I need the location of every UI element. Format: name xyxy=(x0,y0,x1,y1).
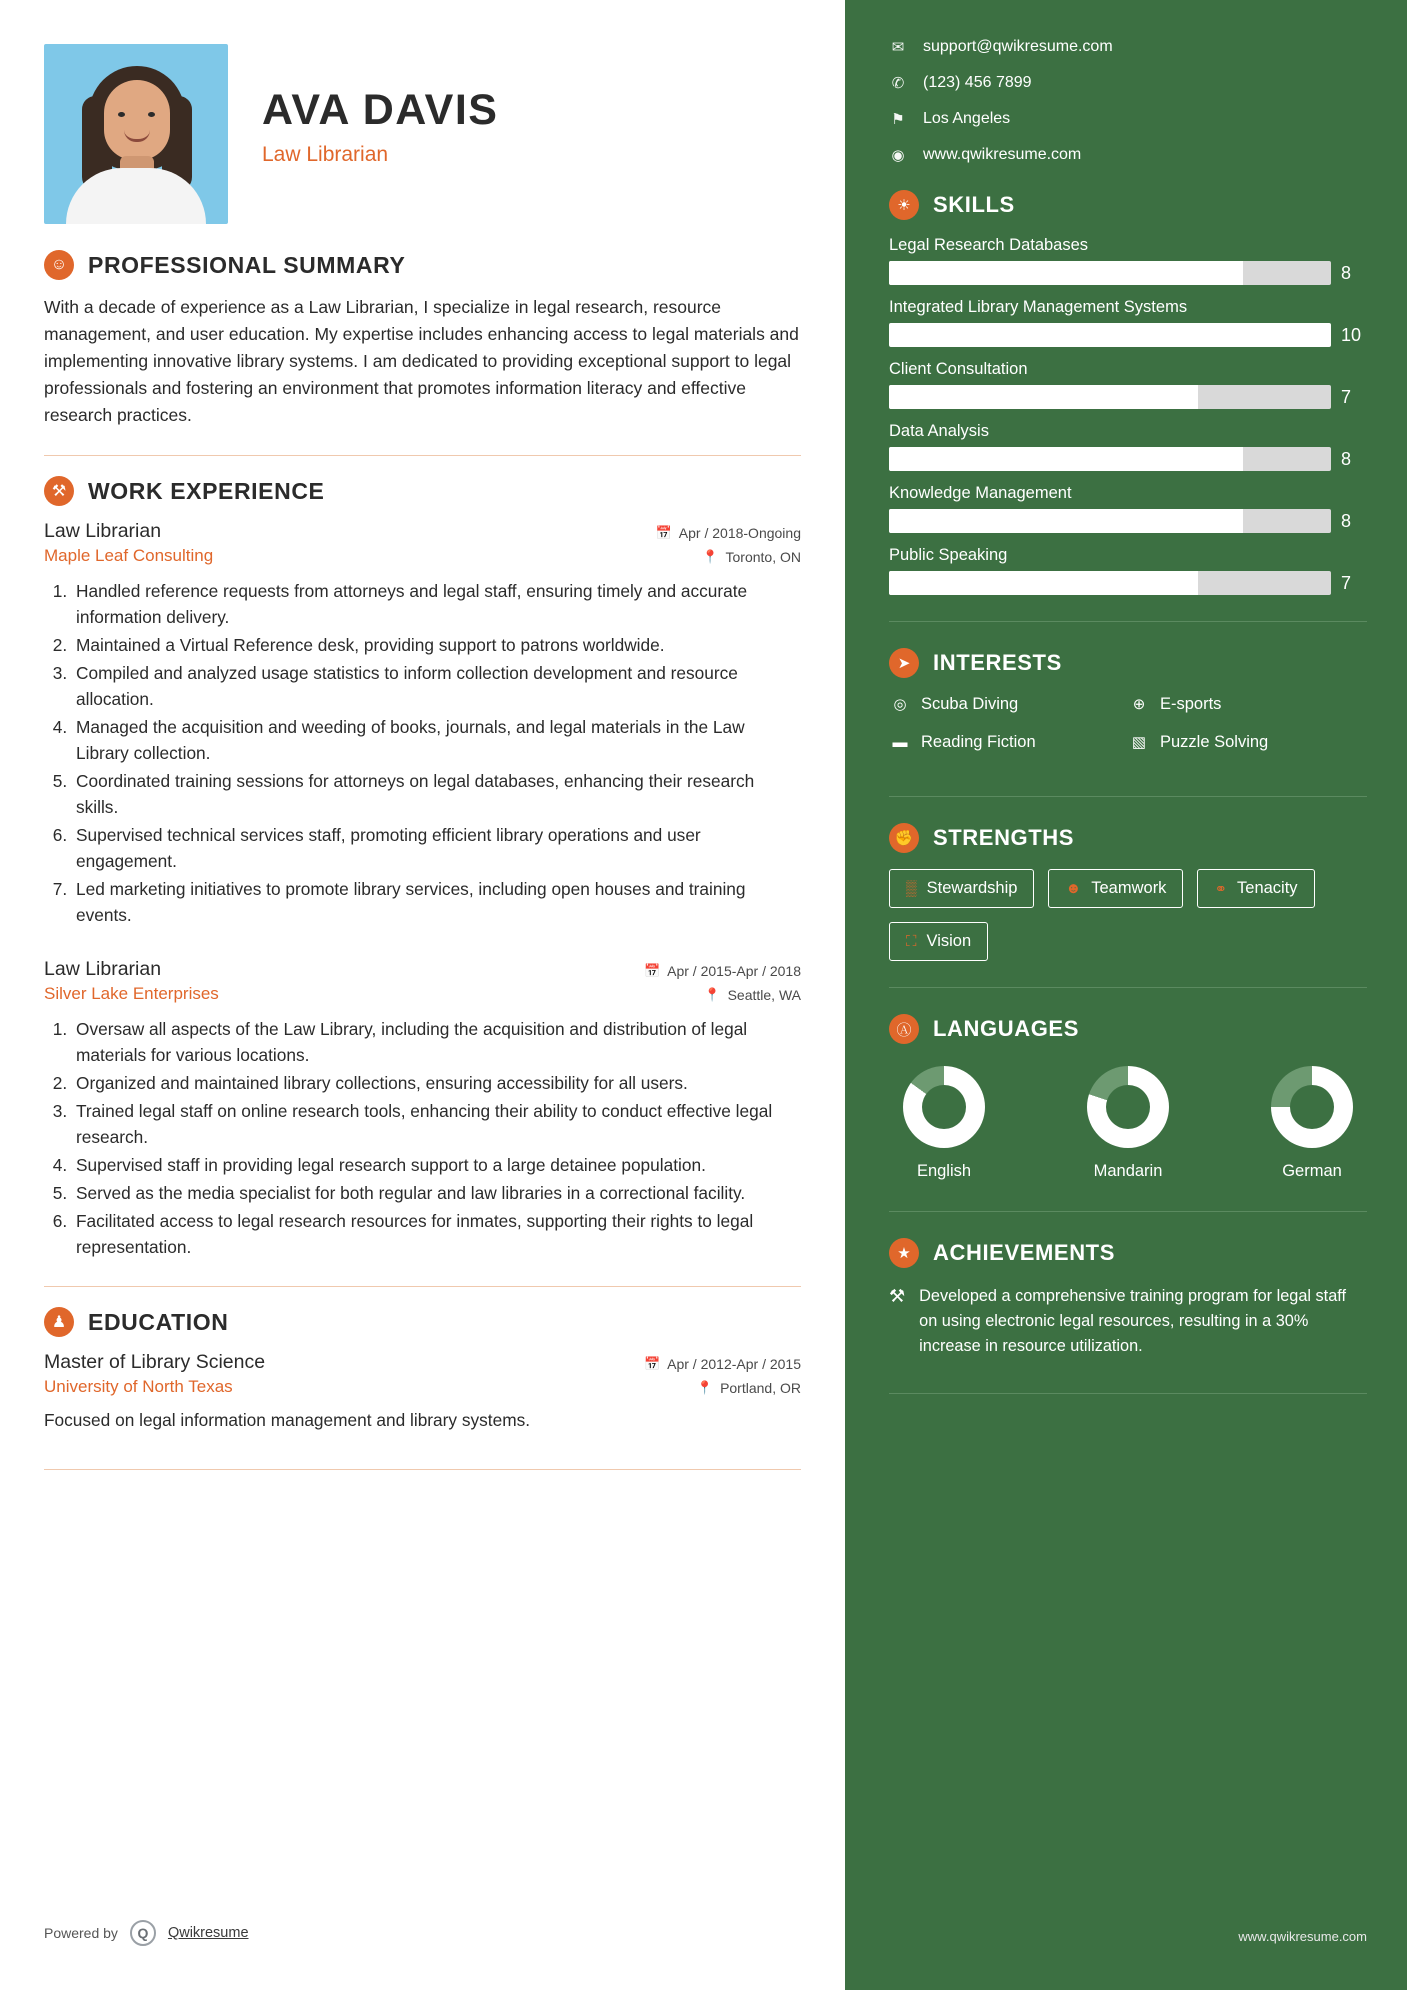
skills-heading xyxy=(889,190,1367,220)
skill-bar xyxy=(889,261,1331,285)
sidebar-footer-site: www.qwikresume.com xyxy=(1238,1929,1367,1944)
interests-heading-label: INTERESTS xyxy=(933,650,1062,675)
skill-bar-fill xyxy=(889,509,1243,533)
trophy-icon: ⚒ xyxy=(889,1286,906,1306)
job-location xyxy=(702,549,801,565)
book-icon: ▬ xyxy=(892,733,908,751)
interest-label: Reading Fiction xyxy=(921,732,1036,751)
strength-list xyxy=(889,869,1367,961)
graduation-icon: ♟ xyxy=(44,1307,74,1337)
paper-plane-icon: ➤ xyxy=(889,648,919,678)
divider xyxy=(44,1469,801,1470)
calendar-icon: 📅 xyxy=(655,525,672,540)
language-label: German xyxy=(1282,1162,1342,1180)
location-pin-icon: 📍 xyxy=(696,1380,714,1395)
link-icon: ⚭ xyxy=(1214,880,1228,898)
skill-item xyxy=(889,298,1367,347)
job-title-row xyxy=(44,958,801,981)
education-heading-label: EDUCATION xyxy=(88,1308,229,1335)
email-icon: ✉ xyxy=(891,39,905,56)
contact-list xyxy=(889,38,1367,164)
phone-icon: ✆ xyxy=(891,75,905,92)
language-label: Mandarin xyxy=(1093,1162,1163,1180)
summary-heading-label: PROFESSIONAL SUMMARY xyxy=(88,251,406,278)
briefcase-icon: ▒ xyxy=(906,880,917,897)
skill-label: Integrated Library Management Systems xyxy=(889,298,1188,316)
calendar-icon: 📅 xyxy=(643,1356,661,1371)
skill-bar-row xyxy=(889,509,1367,533)
education-dates-label: Apr / 2012-Apr / 2015 xyxy=(667,1356,801,1372)
section-strengths xyxy=(889,823,1367,961)
qwikresume-link[interactable]: Qwikresume xyxy=(167,1925,249,1941)
footer-branding xyxy=(44,1920,249,1946)
education-school: University of North Texas xyxy=(44,1377,233,1396)
job-entry xyxy=(44,958,801,1260)
job-dates xyxy=(644,963,801,979)
calendar-icon: 📅 xyxy=(643,963,661,978)
section-interests xyxy=(889,648,1367,770)
skill-bar-fill xyxy=(889,261,1243,285)
education-heading xyxy=(44,1307,801,1337)
job-role: Law Librarian xyxy=(44,520,162,542)
skill-bar-row xyxy=(889,447,1367,471)
skill-bar-row xyxy=(889,385,1367,409)
interest-list xyxy=(889,694,1367,770)
job-duty-list xyxy=(44,578,801,928)
section-work-experience xyxy=(44,476,801,1260)
contact-email-value: support@qwikresume.com xyxy=(923,38,1113,55)
skill-value: 7 xyxy=(1341,572,1352,593)
list-item: 7. Led marketing initiatives to promote library services, including open houses and training events. xyxy=(72,876,801,928)
skill-value: 8 xyxy=(1341,448,1352,469)
people-icon: ☻ xyxy=(1065,880,1082,897)
list-item: 3. Trained legal staff on online research tools, enhancing their ability to conduct effective legal research. xyxy=(72,1098,801,1150)
donut-hole xyxy=(1290,1085,1334,1129)
achievement-text: Developed a comprehensive training program for legal staff on using electronic legal resources, resulting in a 30% increase in resource utilization. xyxy=(919,1287,1347,1355)
avatar xyxy=(44,44,228,224)
job-company: Maple Leaf Consulting xyxy=(44,546,214,565)
header xyxy=(44,34,801,224)
strengths-heading-label: STRENGTHS xyxy=(933,825,1075,850)
list-item: 6. Facilitated access to legal research resources for inmates, supporting their rights to legal representation. xyxy=(72,1208,801,1260)
sidebar-divider xyxy=(889,987,1367,988)
user-icon: ☺ xyxy=(44,250,74,280)
skill-value: 8 xyxy=(1341,262,1352,283)
donut-hole xyxy=(1106,1085,1150,1129)
location-pin-icon: 📍 xyxy=(704,987,721,1002)
list-item: 5. Served as the media specialist for both regular and law libraries in a correctional facility. xyxy=(72,1180,801,1206)
language-item xyxy=(903,1066,985,1181)
skill-item xyxy=(889,422,1367,471)
strengths-heading xyxy=(889,823,1367,853)
job-title: Law Librarian xyxy=(262,143,389,166)
skill-bar xyxy=(889,385,1331,409)
skill-bar-row xyxy=(889,571,1367,595)
language-progress-mandarin xyxy=(1087,1066,1169,1148)
achievements-heading xyxy=(889,1238,1367,1268)
globe-icon: ◉ xyxy=(891,147,905,164)
strength-item xyxy=(889,922,988,961)
skill-item xyxy=(889,546,1367,595)
contact-website-value: www.qwikresume.com xyxy=(923,146,1082,163)
language-label: English xyxy=(916,1162,972,1180)
skill-item xyxy=(889,236,1367,285)
list-item: 2. Maintained a Virtual Reference desk, providing support to patrons worldwide. xyxy=(72,632,801,658)
strength-label: Teamwork xyxy=(1091,879,1167,897)
contact-phone[interactable] xyxy=(889,74,1367,92)
list-item: 3. Compiled and analyzed usage statistics to inform collection development and resource allocation. xyxy=(72,660,801,712)
list-item: 6. Supervised technical services staff, promoting efficient library operations and user engagement. xyxy=(72,822,801,874)
list-item: 1. Handled reference requests from attorneys and legal staff, ensuring timely and accurate information delivery. xyxy=(72,578,801,630)
name-block xyxy=(262,44,498,167)
strength-label: Vision xyxy=(926,932,972,950)
contact-location xyxy=(889,110,1367,128)
languages-heading xyxy=(889,1014,1367,1044)
divider xyxy=(44,455,801,456)
education-title-row xyxy=(44,1351,801,1374)
interest-item xyxy=(1128,732,1367,752)
job-title-row xyxy=(44,520,801,543)
skill-bar-fill xyxy=(889,571,1198,595)
achievements-heading-label: ACHIEVEMENTS xyxy=(933,1240,1115,1265)
avatar-eye-left xyxy=(118,112,125,117)
location-pin-icon: 📍 xyxy=(702,549,719,564)
fist-icon: ✊ xyxy=(889,823,919,853)
job-duty-list xyxy=(44,1016,801,1260)
work-heading xyxy=(44,476,801,506)
language-list xyxy=(889,1060,1367,1181)
briefcase-icon: ⚒ xyxy=(44,476,74,506)
job-dates xyxy=(656,525,801,541)
interest-label: E-sports xyxy=(1160,694,1222,713)
skill-bar-row xyxy=(889,323,1367,347)
strength-item xyxy=(889,869,1034,908)
skill-bar xyxy=(889,509,1331,533)
contact-location-value: Los Angeles xyxy=(923,110,1011,127)
skill-value: 8 xyxy=(1341,510,1352,531)
education-dates xyxy=(644,1356,801,1372)
lightbulb-icon: ☀ xyxy=(889,190,919,220)
job-company-row xyxy=(44,543,801,566)
job-dates-label: Apr / 2015-Apr / 2018 xyxy=(667,963,801,979)
summary-text: With a decade of experience as a Law Librarian, I specialize in legal research, resource management, and user education. My expertise includes enhancing access to legal materials and implementing innovative library systems. I am dedicated to providing exceptional support to legal professionals and fostering an environment that promotes information literacy and effective research practices. xyxy=(44,297,799,425)
donut-hole xyxy=(922,1085,966,1129)
education-description: Focused on legal information management and library systems. xyxy=(44,1410,531,1430)
resume-sidebar xyxy=(845,0,1407,1990)
powered-by-label: Powered by xyxy=(44,1925,118,1941)
language-progress-german xyxy=(1271,1066,1353,1148)
education-location-label: Portland, OR xyxy=(720,1380,801,1396)
qwikresume-logo-icon: Q xyxy=(130,1920,156,1946)
interest-item xyxy=(889,694,1128,714)
language-item xyxy=(1087,1066,1169,1181)
section-languages xyxy=(889,1014,1367,1181)
contact-email[interactable] xyxy=(889,38,1367,56)
avatar-face xyxy=(104,80,170,160)
skill-label: Public Speaking xyxy=(889,546,1008,564)
skill-value: 10 xyxy=(1341,324,1362,345)
divider xyxy=(44,1286,801,1287)
strength-label: Stewardship xyxy=(926,879,1018,897)
skill-label: Data Analysis xyxy=(889,422,989,440)
interest-label: Puzzle Solving xyxy=(1160,732,1269,751)
job-dates-label: Apr / 2018-Ongoing xyxy=(678,525,801,541)
list-item: 2. Organized and maintained library collections, ensuring accessibility for all users. xyxy=(72,1070,801,1096)
puzzle-icon: ▧ xyxy=(1131,734,1147,751)
job-location xyxy=(704,987,801,1003)
job-company: Silver Lake Enterprises xyxy=(44,984,219,1003)
location-icon: ⚑ xyxy=(891,111,905,128)
skills-heading-label: SKILLS xyxy=(933,192,1015,217)
section-education xyxy=(44,1307,801,1433)
achievement-item xyxy=(889,1284,1367,1359)
interest-label: Scuba Diving xyxy=(921,694,1019,713)
list-item: 4. Supervised staff in providing legal research support to a large detainee population. xyxy=(72,1152,801,1178)
job-entry xyxy=(44,520,801,928)
skill-item xyxy=(889,484,1367,533)
skill-label: Legal Research Databases xyxy=(889,236,1089,254)
skill-bar-fill xyxy=(889,447,1243,471)
sidebar-divider xyxy=(889,1393,1367,1394)
skill-bar-fill xyxy=(889,323,1331,347)
list-item: 5. Coordinated training sessions for attorneys on legal databases, enhancing their research skills. xyxy=(72,768,801,820)
abc-icon: Ⓐ xyxy=(889,1014,919,1044)
education-location xyxy=(697,1380,801,1396)
skill-bar-fill xyxy=(889,385,1198,409)
interest-item xyxy=(1128,694,1367,714)
skill-bar xyxy=(889,571,1331,595)
avatar-eye-right xyxy=(148,112,155,117)
languages-heading-label: LANGUAGES xyxy=(933,1016,1079,1041)
language-progress-english xyxy=(903,1066,985,1148)
contact-website[interactable] xyxy=(889,146,1367,164)
esports-icon: ⊕ xyxy=(1132,696,1146,713)
skill-label: Knowledge Management xyxy=(889,484,1072,502)
job-location-label: Toronto, ON xyxy=(725,549,801,565)
interest-item xyxy=(889,732,1128,752)
work-heading-label: WORK EXPERIENCE xyxy=(88,477,325,504)
star-icon: ★ xyxy=(889,1238,919,1268)
skill-item xyxy=(889,360,1367,409)
page-title: AVA DAVIS xyxy=(262,86,499,134)
list-item: 1. Oversaw all aspects of the Law Library, including the acquisition and distribution of legal materials for various locations. xyxy=(72,1016,801,1068)
skill-label: Client Consultation xyxy=(889,360,1028,378)
job-role: Law Librarian xyxy=(44,958,162,980)
job-location-label: Seattle, WA xyxy=(727,987,801,1003)
skill-bar-row xyxy=(889,261,1367,285)
language-item xyxy=(1271,1066,1353,1181)
summary-heading xyxy=(44,250,801,280)
sidebar-divider xyxy=(889,796,1367,797)
job-company-row xyxy=(44,981,801,1004)
section-professional-summary xyxy=(44,250,801,429)
section-skills xyxy=(889,190,1367,595)
sidebar-divider xyxy=(889,1211,1367,1212)
section-achievements xyxy=(889,1238,1367,1359)
list-item: 4. Managed the acquisition and weeding of books, journals, and legal materials in the Law Library collection. xyxy=(72,714,801,766)
interests-heading xyxy=(889,648,1367,678)
skill-bar xyxy=(889,447,1331,471)
strength-label: Tenacity xyxy=(1237,879,1298,897)
scuba-icon: ◎ xyxy=(893,696,907,713)
binoculars-icon: ⛶ xyxy=(906,933,917,950)
sidebar-divider xyxy=(889,621,1367,622)
skill-value: 7 xyxy=(1341,386,1352,407)
skill-bar xyxy=(889,323,1331,347)
strength-item xyxy=(1197,869,1314,908)
contact-phone-value: (123) 456 7899 xyxy=(923,74,1032,91)
education-degree: Master of Library Science xyxy=(44,1351,266,1373)
strength-item xyxy=(1048,869,1183,908)
education-school-row xyxy=(44,1374,801,1397)
